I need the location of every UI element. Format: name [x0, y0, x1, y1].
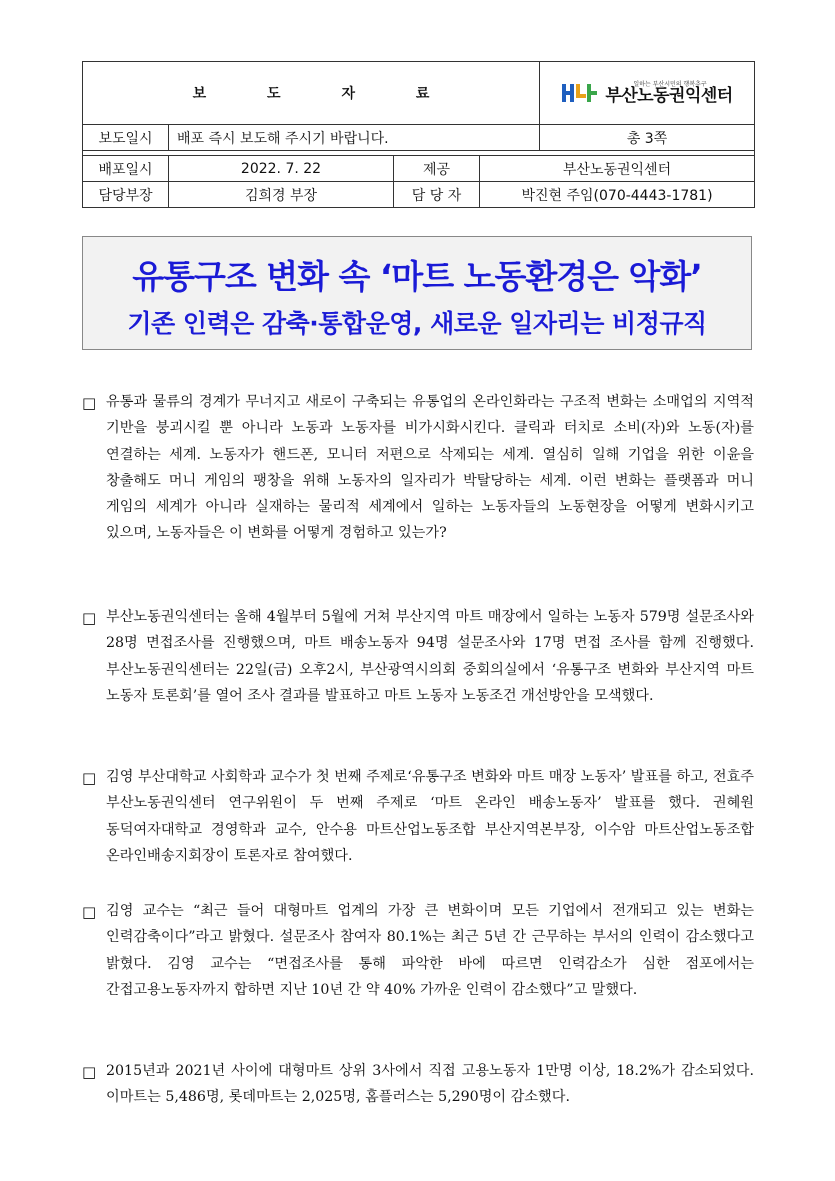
body-paragraph [82, 898, 754, 1003]
body-paragraph [82, 604, 754, 709]
paragraph-text: 유통과 물류의 경계가 무너지고 새로이 구축되는 유통업의 온라인화라는 구조적 변화는 소매업의 지역적 기반을 붕괴시킬 뿐 아니라 노동과 노동자를 비가시화시킨다. 클릭과 터치로 소비(자)와 노동(자)를 연결하는 세계. 노동자가 핸드폰, 모니터 저편으로 삭제되는 세계. 열심히 일해 기업을 위한 이윤을 창출해도 머니 게임의 팽창을 위해 노동자의 일자리가 박탈당하는 세계. 이런 변화는 플랫폼과 머니 게임의 세계가 아니라 실재하는 물리적 세계에서 일하는 노동자들의 노동현장을 어떻게 변화시키고 있으며, 노동자들은 이 변화를 어떻게 경험하고 있는가? [106, 394, 754, 542]
bullet-box: □ [82, 903, 97, 921]
body-paragraph [82, 389, 754, 547]
headline-sub: 기존 인력은 감축·통합운영, 새로운 일자리는 비정규직 [127, 309, 707, 338]
paragraph-text: 2015년과 2021년 사이에 대형마트 상위 3사에서 직접 고용노동자 1만명 이상, 18.2%가 감소되었다. 이마트는 5,486명, 롯데마트는 2,025명, 홈플러스는 5,290명이 감소했다. [106, 1063, 754, 1106]
department-head-value: 김희경 부장 [169, 182, 394, 208]
release-time-value: 배포 즉시 보도해 주시기 바랍니다. [169, 125, 540, 151]
provider-value: 부산노동권익센터 [480, 156, 755, 182]
paragraph-text: 김영 부산대학교 사회학과 교수가 첫 번째 주제로‘유통구조 변화와 마트 매장 노동자’ 발표를 하고, 전효주 부산노동권익센터 연구위원이 두 번째 주제로 ‘마트 온라인 배송노동자’ 발표를 했다. 권혜원 동덕여자대학교 경영학과 교수, 안수용 마트산업노동조합 부산지역본부장, 이수암 마트산업노동조합 온라인배송지회장이 토론자로 참여했다. [106, 769, 754, 864]
organization-logo [540, 62, 755, 125]
distribution-date-value: 2022. 7. 22 [169, 156, 394, 182]
logo-name: 부산노동권익센터 [605, 85, 733, 106]
distribution-date-label: 배포일시 [83, 156, 169, 182]
body-paragraph [82, 1058, 754, 1111]
logo-tagline: 일하는 부산시민의 행복추구 [633, 80, 707, 88]
contact-person-value: 박진현 주임(070-4443-1781) [480, 182, 755, 208]
bullet-box: □ [82, 394, 97, 412]
body-paragraph [82, 764, 754, 869]
page-count: 총 3쪽 [540, 125, 755, 151]
provider-label: 제공 [394, 156, 480, 182]
contact-person-label: 담 당 자 [394, 182, 480, 208]
bullet-box: □ [82, 609, 97, 627]
department-head-label: 담당부장 [83, 182, 169, 208]
paragraph-text: 김영 교수는 “최근 들어 대형마트 업계의 가장 큰 변화이며 모든 기업에서 전개되고 있는 변화는 인력감축이다”라고 밝혔다. 설문조사 참여자 80.1%는 최근 5년 간 근무하는 부서의 인력이 감소했다고 밝혔다. 김영 교수는 “면접조사를 통해 파악한 바에 따르면 인력감소가 심한 점포에서는 간접고용노동자까지 합하면 지난 10년 간 약 40% 가까운 인력이 감소했다”고 말했다. [106, 903, 754, 998]
logo-mark-icon [561, 81, 599, 105]
bullet-box: □ [82, 1063, 97, 1081]
release-time-label: 보도일시 [83, 125, 169, 151]
document-title: 보 도 자 료 [83, 62, 540, 125]
headline-box [82, 236, 752, 350]
press-release-header-table [82, 61, 755, 208]
bullet-box: □ [82, 769, 97, 787]
headline-main: 유통구조 변화 속 ‘마트 노동환경은 악화’ [132, 257, 702, 296]
paragraph-text: 부산노동권익센터는 올해 4월부터 5월에 거쳐 부산지역 마트 매장에서 일하는 노동자 579명 설문조사와 28명 면접조사를 진행했으며, 마트 배송노동자 94명 설문조사와 17명 면접 조사를 함께 진행했다. 부산노동권익센터는 22일(금) 오후2시, 부산광역시의회 중회의실에서 ‘유통구조 변화와 부산지역 마트 노동자 토론회’를 열어 조사 결과를 발표하고 마트 노동자 노동조건 개선방안을 모색했다. [106, 609, 754, 704]
